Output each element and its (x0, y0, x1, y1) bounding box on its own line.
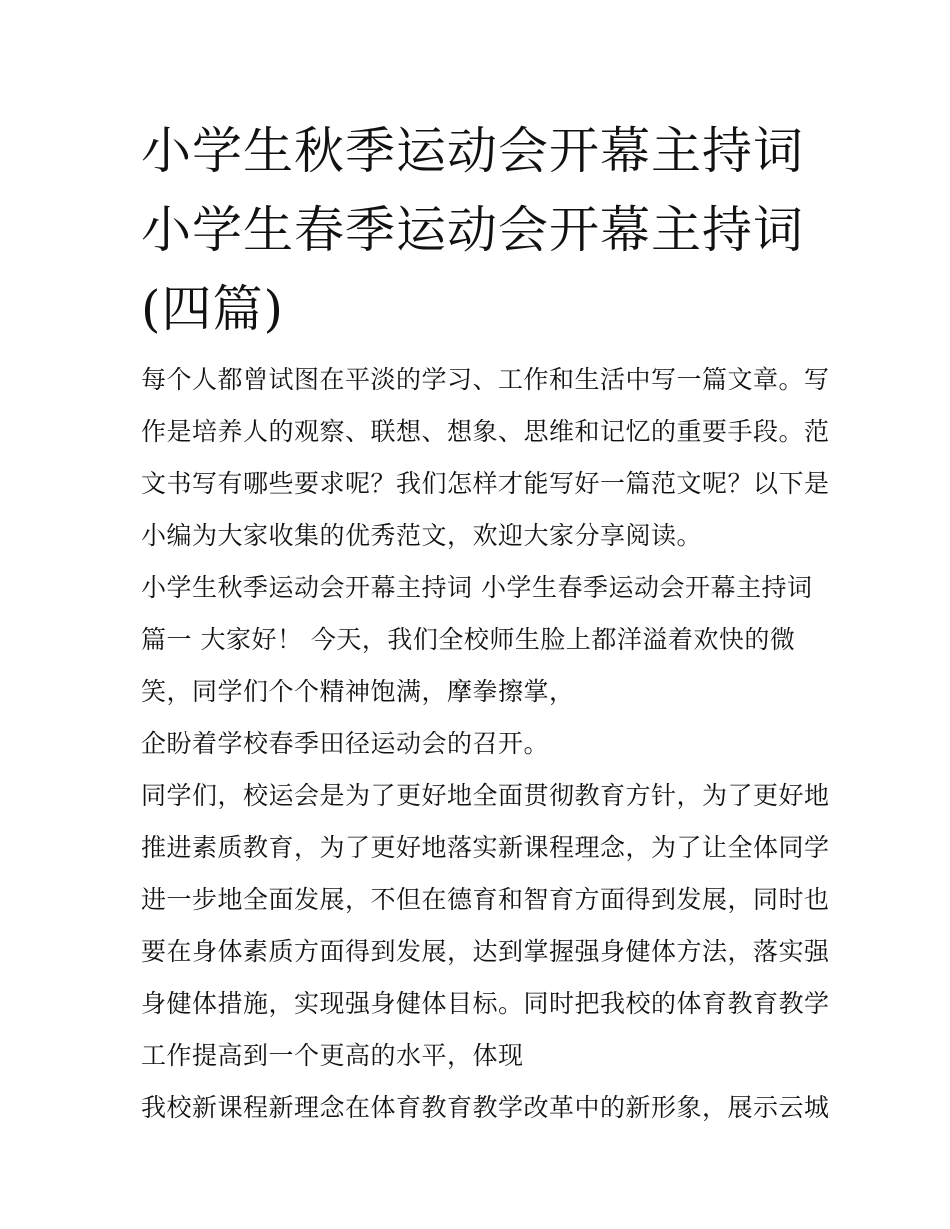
body-line: 我校新课程新理念在体育教育教学改革中的新形象，展示云城 (141, 1093, 830, 1122)
body-line: 小学生秋季运动会开幕主持词 小学生春季运动会开幕主持词 (141, 573, 813, 602)
body-line: 身健体措施，实现强身健体目标。同时把我校的体育教育教学 (141, 989, 830, 1018)
document-title (141, 112, 821, 349)
body-line: 每个人都曾试图在平淡的学习、工作和生活中写一篇文章。写 (141, 365, 830, 394)
document-body (141, 354, 830, 1134)
body-line: 工作提高到一个更高的水平，体现 (141, 1041, 524, 1070)
body-line: 文书写有哪些要求呢？我们怎样才能写好一篇范文呢？以下是 (141, 469, 830, 498)
title-line: (四篇) (141, 280, 285, 338)
body-line: 进一步地全面发展，不但在德育和智育方面得到发展，同时也 (141, 885, 830, 914)
body-line: 笑，同学们个个精神饱满，摩拳擦掌， (141, 677, 575, 706)
body-line: 要在身体素质方面得到发展，达到掌握强身健体方法，落实强 (141, 937, 830, 966)
title-line: 小学生春季运动会开幕主持词 (141, 201, 804, 259)
body-line: 作是培养人的观察、联想、想象、思维和记忆的重要手段。范 (141, 417, 830, 446)
title-line: 小学生秋季运动会开幕主持词 (141, 122, 804, 180)
body-line: 推进素质教育，为了更好地落实新课程理念，为了让全体同学 (141, 833, 830, 862)
body-line: 小编为大家收集的优秀范文，欢迎大家分享阅读。 (141, 521, 703, 550)
body-line: 篇一 大家好！ 今天，我们全校师生脸上都洋溢着欢快的微 (141, 625, 796, 654)
body-line: 同学们，校运会是为了更好地全面贯彻教育方针，为了更好地 (141, 781, 830, 810)
body-line: 企盼着学校春季田径运动会的召开。 (141, 729, 550, 758)
